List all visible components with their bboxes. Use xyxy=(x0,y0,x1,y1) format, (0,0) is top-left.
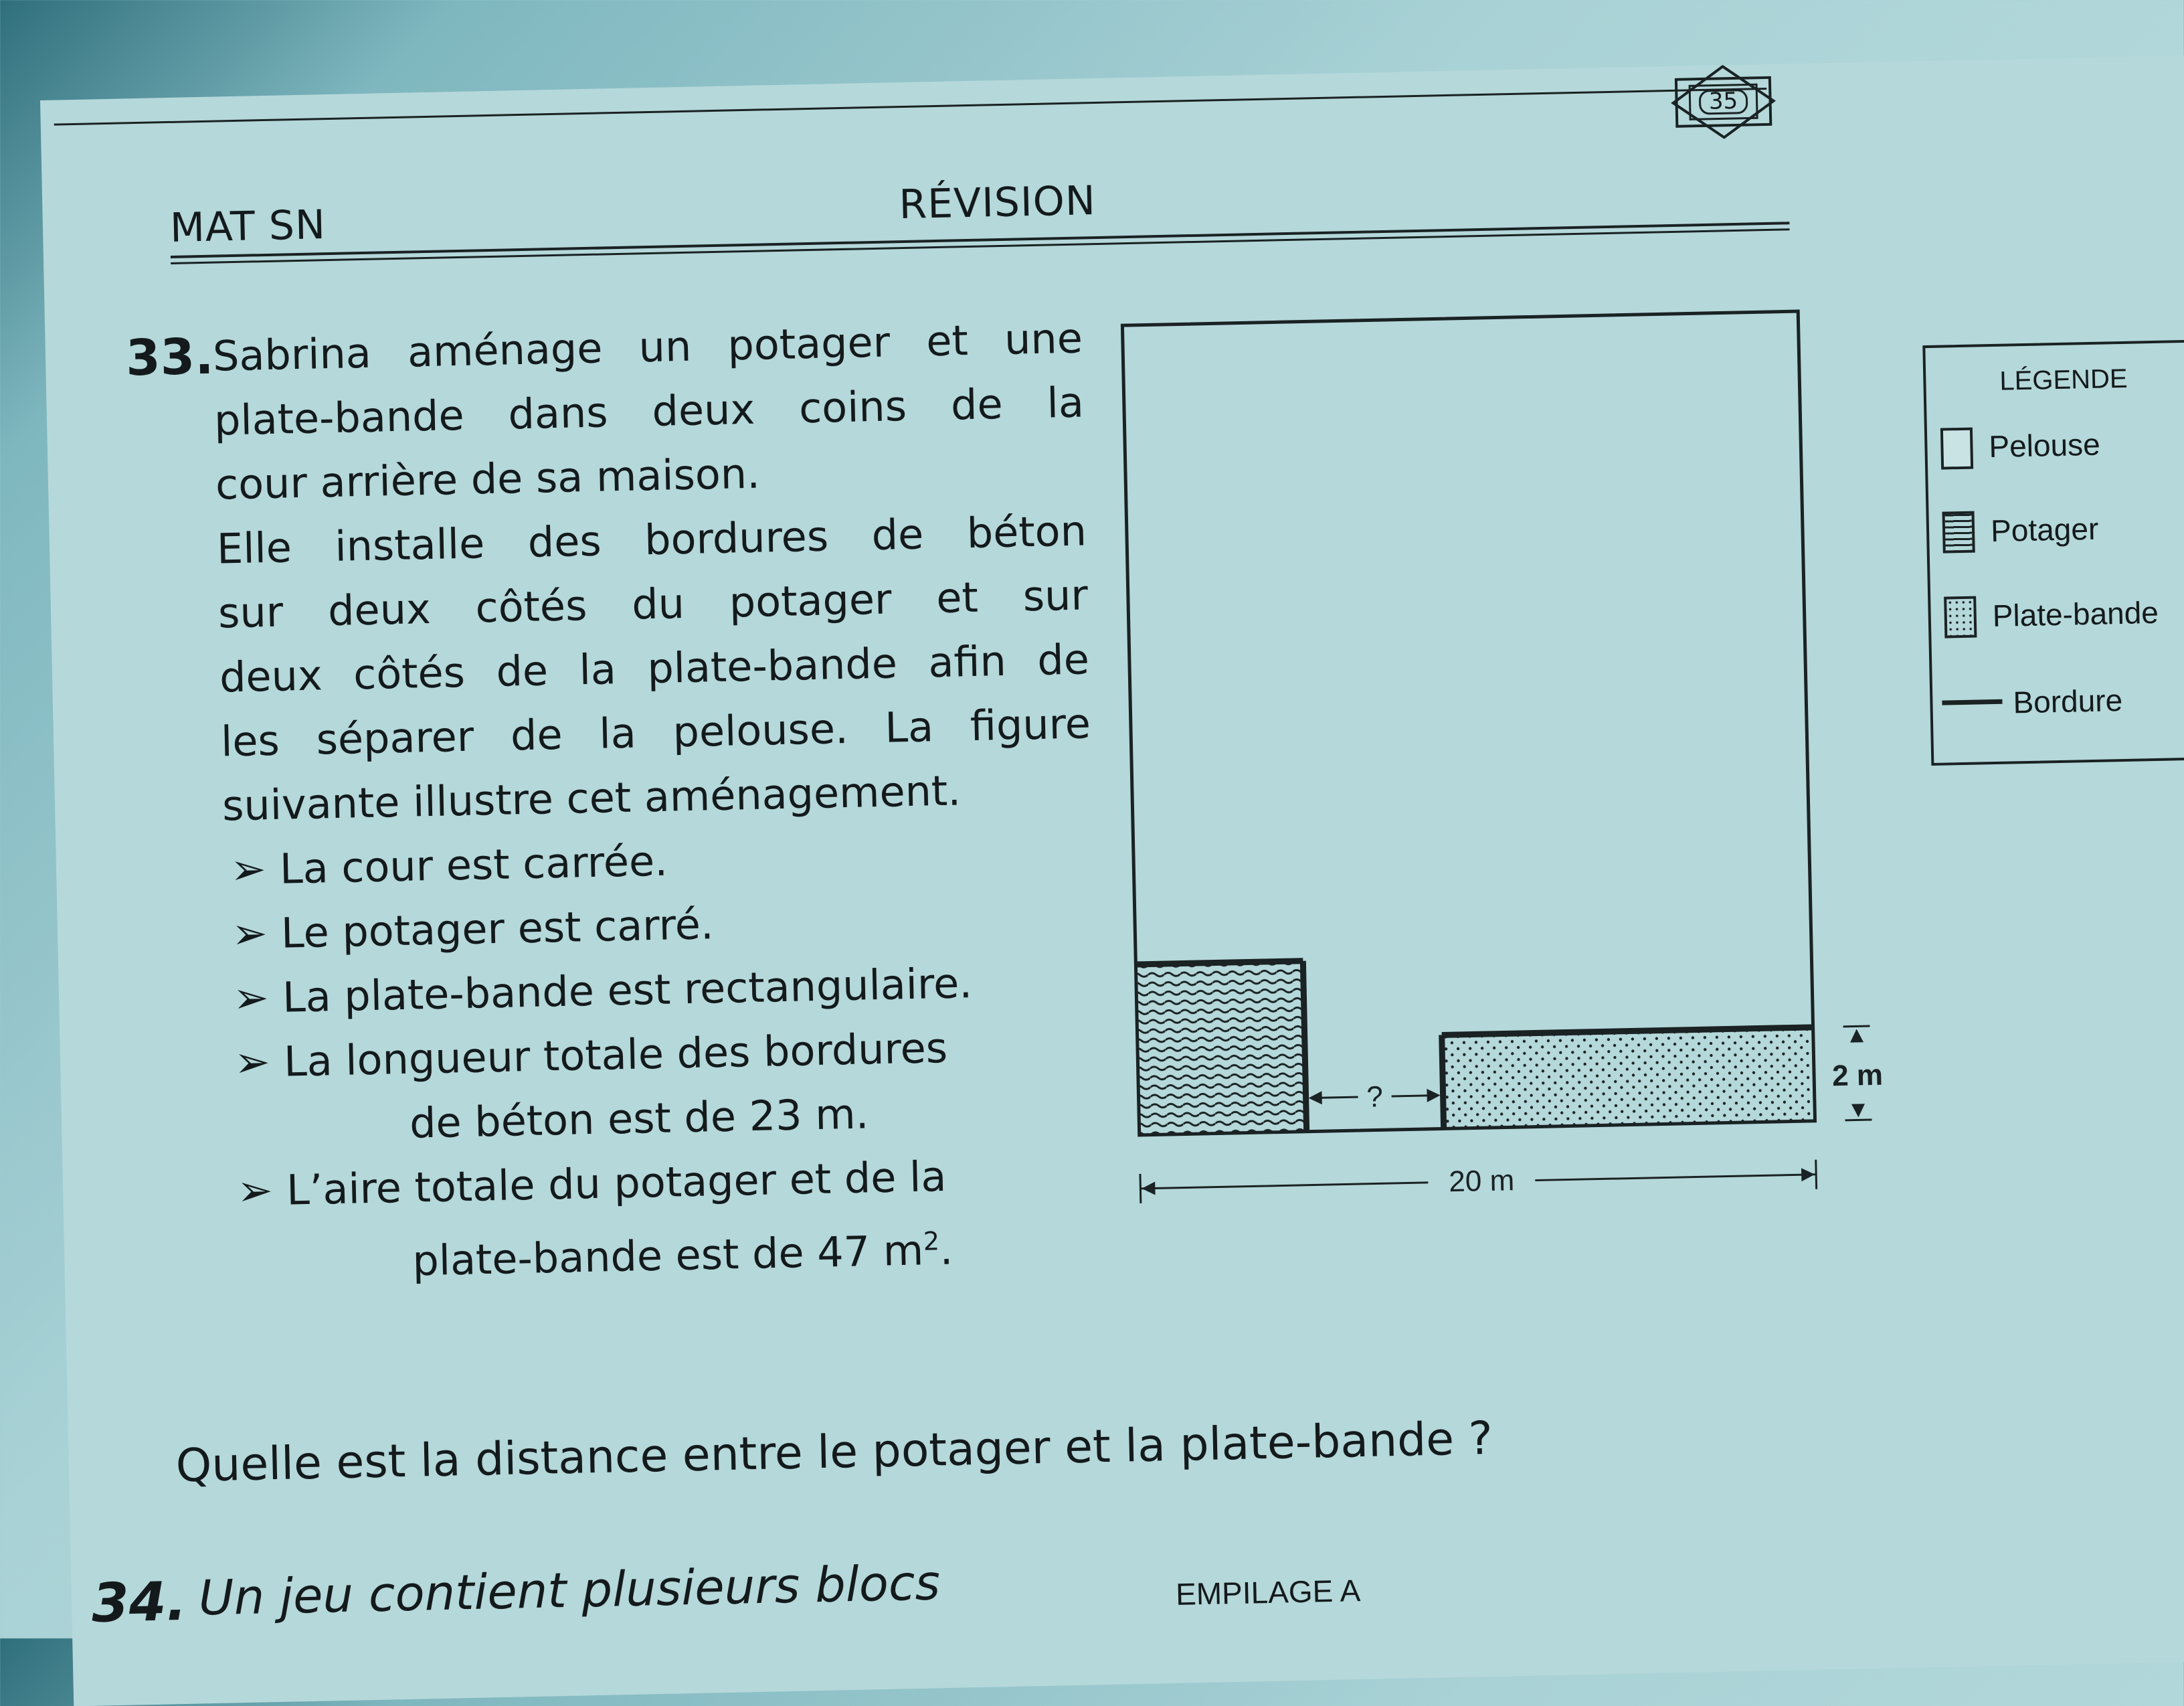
legend-item-potager: Potager xyxy=(1990,511,2099,549)
list-item: ➢ Le potager est carré. xyxy=(231,900,715,960)
list-item-continuation: de béton est de 23 m. xyxy=(409,1089,870,1148)
width-arrow-left-head xyxy=(1142,1181,1155,1195)
header-rule xyxy=(171,222,1790,258)
question-34-text: Un jeu contient plusieurs blocs xyxy=(198,1554,941,1626)
legend-title: LÉGENDE xyxy=(1999,363,2128,396)
paragraph-line: Elle installe des bordures de béton xyxy=(216,506,1087,574)
list-item: ➢ L’aire totale du potager et de la xyxy=(236,1151,947,1217)
gap-unknown-label: ? xyxy=(1366,1080,1384,1114)
list-item: ➢ La cour est carrée. xyxy=(230,836,668,895)
paragraph-line: sur deux côtés du potager et sur xyxy=(217,570,1089,638)
list-item: ➢ La longueur totale des bordures xyxy=(234,1023,948,1088)
legend xyxy=(1922,339,2184,766)
paragraph-line: suivante illustre cet aménagement. xyxy=(221,766,962,831)
header-rule-2 xyxy=(171,228,1790,264)
legend-item-bordure: Bordure xyxy=(2012,683,2123,720)
paragraph-line: Sabrina aménage un potager et une xyxy=(212,313,1083,381)
gap-arrow-right-head xyxy=(1427,1089,1440,1102)
paragraph-line: deux côtés de la plate-bande afin de xyxy=(219,634,1090,702)
question-33-prompt: Quelle est la distance entre le potager et la plate-bande ? xyxy=(175,1412,1493,1493)
potager-square xyxy=(1135,961,1306,1135)
question-33-paragraph xyxy=(212,306,1093,838)
gap-arrow-left-head xyxy=(1308,1091,1322,1104)
empilage-a-label: EMPILAGE A xyxy=(1175,1573,1361,1612)
potager-border-right xyxy=(1303,961,1306,1132)
bullet-arrow-icon: ➢ xyxy=(234,1037,284,1088)
paragraph-line: plate-bande dans deux coins de la xyxy=(213,377,1085,445)
legend-item-plate-bande: Plate-bande xyxy=(1992,594,2159,634)
bullet-arrow-icon: ➢ xyxy=(230,844,280,895)
width-right-tick xyxy=(1816,1160,1817,1189)
bullet-arrow-icon: ➢ xyxy=(236,1165,287,1217)
top-rule xyxy=(54,88,1767,126)
paragraph-line: cour arrière de sa maison. xyxy=(215,448,761,509)
section-title: RÉVISION xyxy=(898,177,1097,229)
conditions-list xyxy=(230,820,1109,1297)
width-arrow-right xyxy=(1535,1175,1816,1181)
width-left-tick xyxy=(1140,1174,1141,1203)
height-arrow-up-head xyxy=(1850,1029,1863,1042)
list-item-continuation: plate-bande est de 47 $m^2$. xyxy=(412,1225,953,1286)
question-number-34: 34. xyxy=(91,1569,187,1634)
height-label: 2 m xyxy=(1831,1058,1884,1093)
height-arrow-top-tick xyxy=(1843,1026,1870,1027)
question-number-33: 33. xyxy=(125,327,215,388)
bullet-arrow-icon: ➢ xyxy=(231,908,282,960)
bordure-swatch xyxy=(1942,699,2002,705)
legend-item-pelouse: Pelouse xyxy=(1988,426,2101,464)
plate-bande-rectangle xyxy=(1442,1027,1815,1129)
textbook-page xyxy=(40,54,2184,1706)
paragraph-line: les séparer de la pelouse. La figure xyxy=(220,699,1091,766)
course-label: MAT SN xyxy=(169,201,327,252)
page-number: 35 xyxy=(1708,87,1738,115)
pelouse-swatch xyxy=(1940,428,1973,470)
width-arrow-left xyxy=(1140,1183,1428,1189)
width-arrow-right-head xyxy=(1801,1168,1815,1181)
plate-bande-border-left xyxy=(1442,1035,1444,1128)
plate-bande-swatch xyxy=(1944,596,1977,638)
width-label: 20 m xyxy=(1448,1164,1515,1199)
potager-swatch xyxy=(1942,511,1975,553)
bullet-arrow-icon: ➢ xyxy=(232,972,283,1024)
yard-figure xyxy=(1102,289,1928,1430)
list-item: ➢ La plate-bande est rectangulaire. xyxy=(232,958,973,1024)
height-arrow-down-head xyxy=(1851,1104,1865,1117)
page-number-badge xyxy=(1665,64,1781,141)
potager-border-top xyxy=(1135,961,1303,964)
